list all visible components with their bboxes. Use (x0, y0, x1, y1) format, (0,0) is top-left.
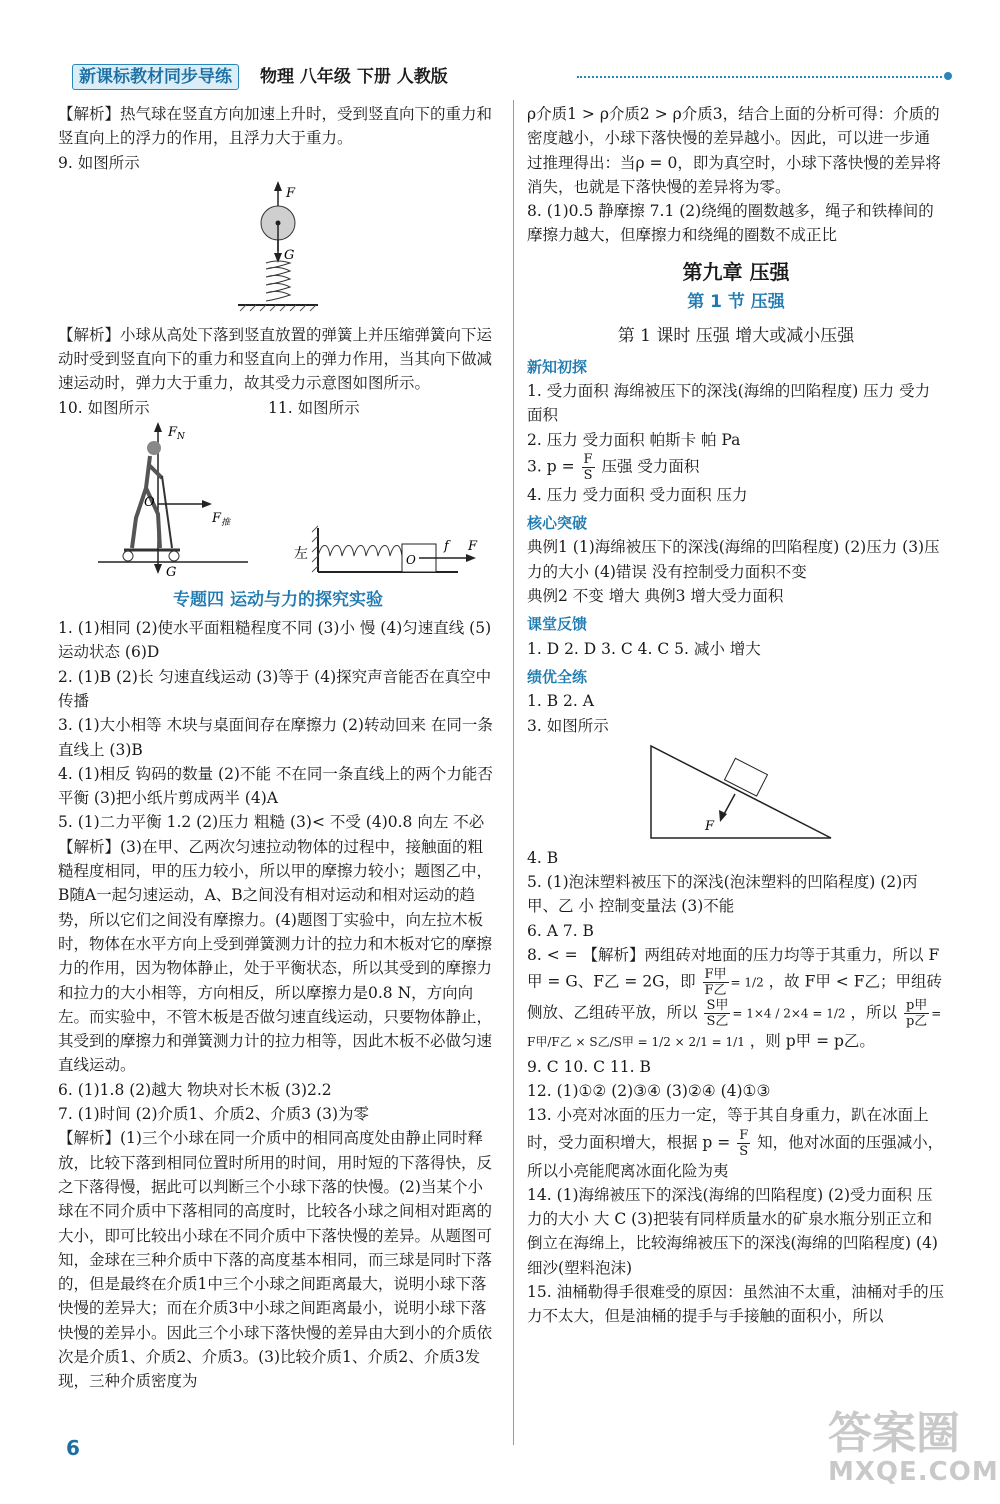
pressure-force-label: F (705, 818, 715, 834)
practice-5: 5. (1)泡沫塑料被压下的深浅(泡沫塑料的凹陷程度) (2)丙 甲、乙 小 控制变量法 (3)不能 (527, 873, 918, 916)
practice-6-7: 6. A 7. B (527, 921, 594, 940)
topic-title: 专题四 运动与力的探究实验 (173, 589, 383, 610)
feedback-answers: 1. D 2. D 3. C 4. C 5. 减小 增大 (527, 639, 761, 658)
new-item-3: 3. p = $\frac{F}{S}$ 压强 受力面积 (527, 451, 700, 483)
question-10: 10. 如图所示 (58, 398, 150, 417)
figure-9-spring-ball (218, 179, 338, 319)
chapter-title: 第九章 压强 (682, 259, 790, 284)
heading-feedback: 课堂反馈 (527, 615, 588, 634)
analysis-9: 【解析】小球从高处下落到竖直放置的弹簧上并压缩弹簧向下运动时受到竖直向下的重力和竖直向上的弹力作用，当其向下做减速运动时，弹力大于重力，故其受力示意图如图所示。 (58, 325, 493, 393)
figure-10-scooter (88, 418, 258, 578)
practice-13: 13. 小亮对冰面的压力一定，等于其自身重力，趴在冰面上时，受力面积增大，根据 p = $\frac{F}{S}$ 知，他对冰面的压强减小，所以小亮能爬离冰面化险为夷 (527, 1106, 944, 1180)
section-title: 第 1 节 压强 (687, 292, 785, 313)
analysis-text: 【解析】热气球在竖直方向加速上升时，受到竖直向下的重力和竖直向上的浮力的作用，且浮力大于重力。 (58, 105, 493, 148)
topic-item-7: 7. (1)时间 (2)介质1、介质2、介质3 (3)为零 (58, 1105, 370, 1124)
figure-11-spring-block (288, 522, 488, 582)
pull-force-label: F (468, 538, 478, 554)
svg-text:FN: $F_N$ (168, 424, 185, 442)
topic-item-6: 6. (1)1.8 (2)越大 物块对长木板 (3)2.2 (58, 1080, 332, 1099)
watermark: 答案圈 MXQE.COM (828, 1408, 999, 1487)
example-2-3: 典例2 不变 增大 典例3 增大受力面积 (527, 587, 784, 606)
column-divider (513, 100, 514, 1445)
example-1: 典例1 (1)海绵被压下的深浅(海绵的凹陷程度) (2)压力 (3)压力的大小 (4)错误 没有控制受力面积不变 (527, 538, 940, 581)
heading-practice: 绩优全练 (527, 667, 588, 686)
push-force-label: F (212, 510, 222, 526)
block-o-label: O (406, 552, 416, 567)
lesson-title: 第 1 课时 压强 增大或减小压强 (617, 326, 855, 347)
heading-new-knowledge: 新知初探 (527, 357, 588, 376)
page-number: 6 (66, 1436, 80, 1460)
friction-label: f (444, 538, 449, 554)
heading-core: 核心突破 (527, 514, 588, 533)
header-rule (577, 76, 942, 78)
question-11: 11. 如图所示 (268, 398, 360, 417)
book-info: 物理 八年级 下册 人教版 (260, 67, 448, 87)
point-o-label: O (144, 494, 155, 510)
force-f-label: F (286, 185, 296, 201)
topic-item-2: 2. (1)B (2)长 匀速直线运动 (3)等于 (4)探究声音能否在真空中传播 (58, 667, 492, 710)
topic-item-1: 1. (1)相同 (2)使水平面粗糙程度不同 (3)小 慢 (4)匀速直线 (5)运动状态 (6)D (58, 619, 492, 662)
new-item-1: 1. 受力面积 海绵被压下的深浅(海绵的凹陷程度) 压力 受力面积 (527, 381, 931, 425)
figure-incline-block (631, 742, 841, 842)
practice-4: 4. B (527, 848, 559, 867)
series-title: 新课标教材同步导练 (72, 64, 239, 90)
new-item-2: 2. 压力 受力面积 帕斯卡 帕 Pa (527, 430, 741, 449)
question-8: 8. (1)0.5 静摩擦 7.1 (2)绕绳的圈数越多，绳子和铁棒间的摩擦力越大，但摩擦力和绕绳的圈数不成正比 (527, 202, 934, 245)
topic-item-3: 3. (1)大小相等 木块与桌面间存在摩擦力 (2)转动回来 在同一条直线上 (3)B (58, 716, 493, 759)
right-column (527, 102, 945, 1329)
topic-item-5: 5. (1)二力平衡 1.2 (2)压力 粗糙 (3)< 不受 (4)0.8 向左 不必 【解析】(3)在甲、乙两次匀速拉动物体的过程中，接触面的粗糙程度相同，甲的压力较小，所以甲的摩擦力较小；题图乙中，B随A一起匀速运动，A、B之间没有相对运动和相对运动的趋势，所以它们之间没有摩擦力。(4)题图丁实验中，向左拉木板时，物体在水平方向上受到弹簧测力计的拉力和木板对它的摩擦力的作用，因为物体静止，处于平衡状态，所以其受到的摩擦力和拉力的大小相等，方向相反，所以摩擦力是0.8 N，方向向左。而实验中，不管木板是否做匀速直线运动，只要物体静止，其受到的摩擦力和弹簧测力计的拉力相等，因此木板不必做匀速直线运动。 (58, 813, 493, 1075)
pressure-formula: $\frac{F}{S}$ (583, 451, 593, 483)
topic-item-7-analysis: 【解析】(1)三个小球在同一介质中的相同高度处由静止同时释放，比较下落到相同位置时所用的时间，用时短的下落得快，反之下落得慢，据此可以判断三个小球下落的快慢。(2)当某个小球在不同介质中下落相同的高度时，比较各小球之间相对距离的大小，即可比较出小球在不同介质中下落快慢的差异。从题图可知，金球在三种介质中下落的高度基本相同，而三球是同时下落的，但是最终在介质1中三个小球之间距离最大，说明小球下落快慢的差异大；而在介质3中小球之间距离最小，说明小球下落快慢的差异小。因此三个小球下落快慢的差异由大到小的介质依次是介质1、介质2、介质3。(3)比较介质1、介质2、介质3发现，三种介质密度为 (58, 1129, 493, 1391)
practice-12: 12. (1)①② (2)③④ (3)②④ (4)①③ (527, 1081, 771, 1100)
new-item-4: 4. 压力 受力面积 受力面积 压力 (527, 485, 748, 504)
gravity-label: G (166, 564, 177, 578)
svg-text:F推: $F_推$ (212, 510, 231, 528)
practice-8: 8. < = 【解析】两组砖对地面的压力均等于其重力，所以 F甲 = G、F乙 = 2G，即 $\frac{\text{F甲}}{\text{F乙}}$ = 1/2 ，故 F甲 < F乙；甲组砖侧放、乙组砖平放，所以 $\frac{\text{S甲}}{\text{S乙}}$ = 1×4 / 2×4 = 1/2 ，所以 $\frac{\text{p甲}}{\text{p乙}}$ = F甲/F乙 × S乙/S甲 = 1/2 × 2/1 = 1/1 ，则 p甲 = p乙。 (527, 946, 942, 1051)
normal-force-label: F (168, 424, 178, 440)
force-g-label: G (284, 247, 295, 263)
header-dot (944, 72, 952, 80)
topic-item-4: 4. (1)相反 钩码的数量 (2)不能 不在同一条直线上的两个力能否平衡 (3)把小纸片剪成两半 (4)A (58, 764, 493, 808)
practice-9-11: 9. C 10. C 11. B (527, 1057, 651, 1076)
practice-15: 15. 油桶勒得手很难受的原因：虽然油不太重，油桶对手的压力不太大，但是油桶的提手与手接触的面积小，所以 (527, 1282, 945, 1326)
practice-1-2: 1. B 2. A (527, 692, 594, 711)
question-9: 9. 如图所示 (58, 153, 140, 172)
left-label: 左 (294, 545, 308, 562)
page-header (72, 62, 952, 92)
practice-3: 3. 如图所示 (527, 716, 609, 735)
left-column (58, 102, 498, 1394)
practice-14: 14. (1)海绵被压下的深浅(海绵的凹陷程度) (2)受力面积 压力的大小 大 C (3)把装有同样质量水的矿泉水瓶分别正立和倒立在海绵上，比较海绵被压下的深浅(海绵的凹陷程度) (4)细沙(塑料泡沫) (527, 1185, 938, 1277)
continuation-text: ρ介质1 > ρ介质2 > ρ介质3，结合上面的分析可得：介质的密度越小，小球下落快慢的差异越小。因此，可以进一步通过推理得出：当ρ = 0，即为真空时，小球下落快慢的差异将消失，也就是下落快慢的差异将为零。 (527, 105, 941, 196)
